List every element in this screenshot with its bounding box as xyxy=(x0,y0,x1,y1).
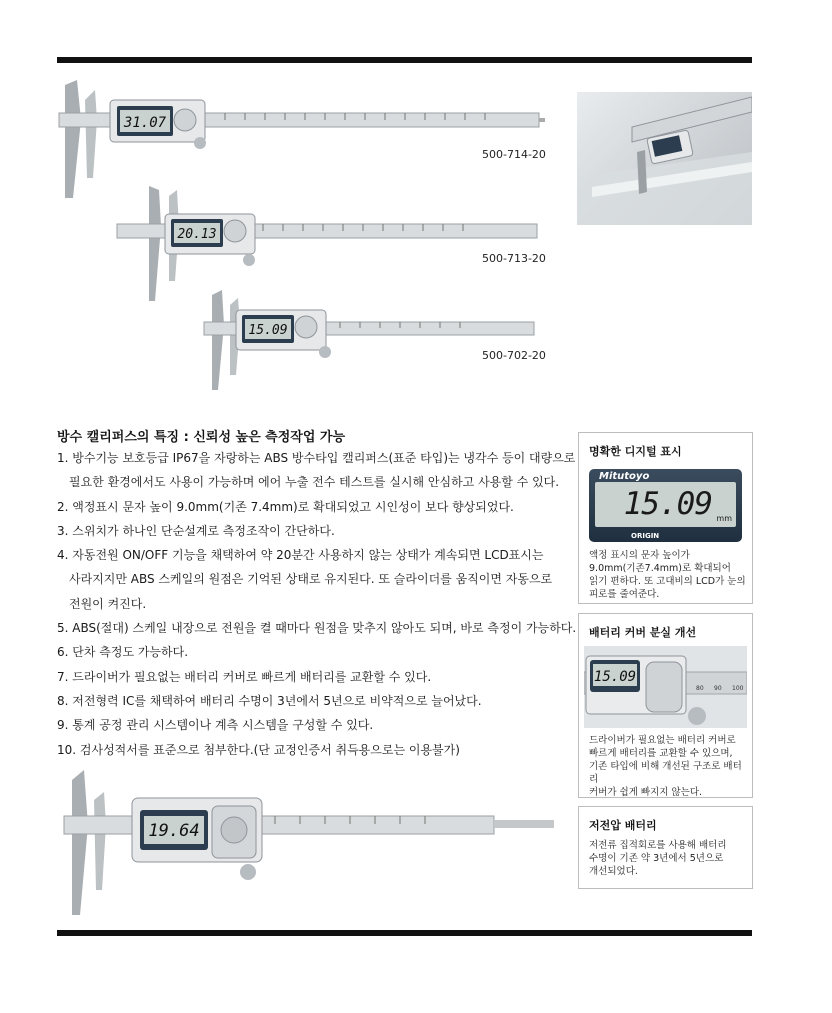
lcd-display xyxy=(589,469,742,542)
feature-item-2: 2. 액정표시 문자 높이 9.0mm(기존 7.4mm)로 확대되었고 시인성이 보다 향상되었다. xyxy=(57,499,514,514)
model-number-2: 500-713-20 xyxy=(482,252,546,265)
scale-100: 100 xyxy=(732,685,744,692)
caliper-2-reading: 20.13 xyxy=(177,227,217,242)
caliper-4-reading: 19.64 xyxy=(148,821,200,841)
battery-cover-image xyxy=(584,646,747,728)
feature-item-4: 4. 자동전원 ON/OFF 기능을 채택하여 약 20분간 사용하지 않는 상태가 계속되면 LCD표시는 xyxy=(57,548,544,563)
mitutoyo-logo: Mitutoyo xyxy=(599,471,650,482)
bottom-rule xyxy=(57,930,752,936)
model-number-1: 500-714-20 xyxy=(482,148,546,161)
feature-item-1: 1. 방수기능 보호등급 IP67을 자랑하는 ABS 방수타입 캘리퍼스(표준 타입)는 냉각수 등이 대량으로 xyxy=(57,451,576,465)
scale-80: 80 xyxy=(696,685,704,692)
lcd-unit: mm xyxy=(716,514,732,523)
feature-item-10: 10. 검사성적서를 표준으로 첨부한다.(단 교정인증서 취득용으로는 이용불가) xyxy=(57,742,460,757)
card-clear-display xyxy=(578,432,753,604)
scale-90: 90 xyxy=(714,685,722,692)
features-list xyxy=(57,446,577,762)
card-low-voltage-battery xyxy=(578,806,753,889)
card-1-text: 액정 표시의 문자 높이가 9.0mm(기존7.4mm)로 확대되어 읽기 편하다. 또 고대비의 LCD가 눈의 피로를 줄여준다. xyxy=(589,550,746,600)
lcd-screen xyxy=(595,482,736,527)
card-2-reading: 15.09 xyxy=(593,669,637,685)
features-title: 방수 캘리퍼스의 특징 : 신뢰성 높은 측정작업 가능 xyxy=(57,430,346,445)
card-1-title: 명확한 디지털 표시 xyxy=(589,445,682,458)
feature-item-4-cont2: 전원이 켜진다. xyxy=(69,596,147,611)
card-2-title: 배터리 커버 분실 개선 xyxy=(589,626,697,639)
feature-item-5: 5. ABS(절대) 스케일 내장으로 전원을 켤 때마다 원점을 맞추지 않아도 되며, 바로 측정이 가능하다. xyxy=(57,621,577,636)
caliper-3-reading: 15.09 xyxy=(248,323,288,338)
feature-item-9: 9. 통계 공정 관리 시스템이나 계측 시스템을 구성할 수 있다. xyxy=(57,718,374,733)
card-3-title: 저전압 배터리 xyxy=(589,819,657,832)
feature-item-7: 7. 드라이버가 필요없는 배터리 커버로 빠르게 배터리를 교환할 수 있다. xyxy=(57,669,432,684)
lcd-reading: 15.09 xyxy=(623,486,712,522)
feature-item-6: 6. 단차 측정도 가능하다. xyxy=(57,645,189,660)
card-2-text: 드라이버가 필요없는 배터리 커버로 빠르게 배터리를 교환할 수 있으며, 기존 타입에 비해 개선된 구조로 배터리 커버가 쉽게 빠지지 않는다. xyxy=(589,735,742,798)
feature-item-8: 8. 저전형력 IC를 채택하여 배터리 수명이 3년에서 5년으로 비약적으로 늘어났다. xyxy=(57,693,482,708)
caliper-1-reading: 31.07 xyxy=(123,115,167,131)
caliper-image-4 xyxy=(60,770,560,920)
card-3-text: 저전류 집적회로를 사용해 배터리 수명이 기존 약 3년에서 5년으로 개선되었다. xyxy=(589,840,727,877)
caliper-image-2 xyxy=(103,186,553,306)
feature-item-3: 3. 스위치가 하나인 단순설계로 측정조작이 간단하다. xyxy=(57,523,335,538)
origin-label: ORIGIN xyxy=(631,532,660,540)
caliper-photo xyxy=(577,92,752,225)
model-number-3: 500-702-20 xyxy=(482,349,546,362)
card-battery-cover xyxy=(578,613,753,798)
feature-item-4-cont: 사라지지만 ABS 스케일의 원점은 기억된 상태로 유지된다. 또 슬라이더를 움직이면 자동으로 xyxy=(69,572,553,587)
caliper-on-acrylic-image xyxy=(577,92,752,225)
caliper-image-3 xyxy=(200,290,550,400)
feature-item-1-cont: 필요한 환경에서도 사용이 가능하며 에어 누출 전수 테스트를 실시해 안심하고 사용할 수 있다. xyxy=(69,475,560,490)
top-rule xyxy=(57,57,752,63)
